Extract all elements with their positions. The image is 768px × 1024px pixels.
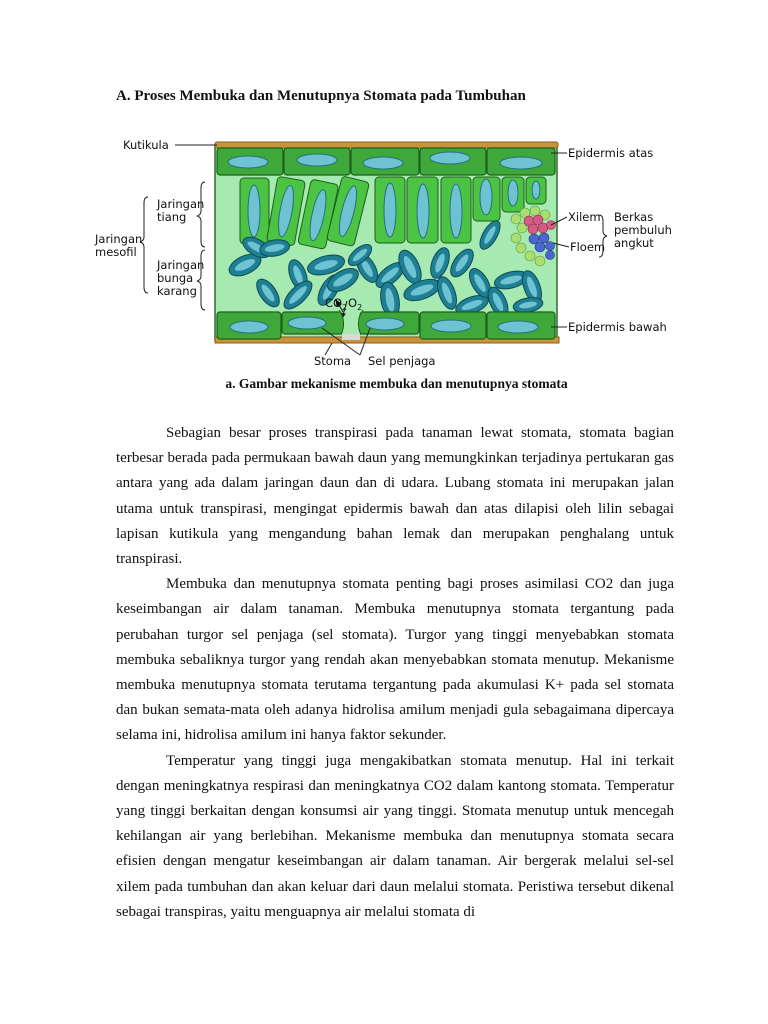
cuticle-top	[215, 142, 558, 148]
paragraph: Sebagian besar proses transpirasi pada tanaman lewat stomata, stomata bagian terbesar berada pada permukaan bawah daun yang memungkinkan terjadinya pertukaran gas antara yang ada dalam jaringan daun dan di udara. Lubang stomata ini merupakan jalan utama untuk transpirasi, mengingat epidermis bawah dan atas dilapisi oleh lilin sebagai lapisan kutikula yang mengandung bahan lemak dan merupakan penghalang untuk transpirasi.	[116, 425, 674, 568]
label-kutikula: Kutikula	[123, 138, 169, 152]
label-epidermis-bawah: Epidermis bawah	[568, 320, 667, 334]
o2-label: $O_2$	[348, 296, 363, 312]
leaf-cross-section-diagram	[85, 135, 685, 370]
label-bunga-karang-2: bunga	[157, 271, 194, 285]
label-berkas-3: angkut	[614, 236, 654, 250]
label-jaringan-tiang-1: Jaringan	[157, 197, 205, 211]
label-jaringan-mesofil-2: mesofil	[95, 245, 137, 259]
body-text	[116, 421, 674, 925]
lower-epidermis	[215, 310, 559, 343]
figure-caption: a. Gambar mekanisme membuka dan menutupnya stomata	[225, 376, 568, 391]
paragraph: Temperatur yang tinggi juga mengakibatkan stomata menutup. Hal ini terkait dengan meningkatnya respirasi dan meningkatnya CO2 dalam kantong stomata. Temperatur yang tinggi berkaitan dengan konsumsi air yang tinggi. Stomata menutup untuk mencegah kehilangan air yang berlebihan. Mekanisme membuka dan menutupnya stomata secara efisien dengan mengatur keseimbangan air dalam tanaman. Air bergerak melalui sel-sel xilem pada tumbuhan dan akan keluar dari daun melalui stomata. Peristiwa tersebut dikenal sebagai transpiras, yaitu menguapnya air melalui stomata di	[116, 752, 674, 920]
label-jaringan-tiang-2: tiang	[157, 210, 187, 224]
label-epidermis-atas: Epidermis atas	[568, 146, 654, 160]
section-heading: A. Proses Membuka dan Menutupnya Stomata pada Tumbuhan	[116, 88, 526, 104]
paragraph: Membuka dan menutupnya stomata penting bagi proses asimilasi CO2 dan juga keseimbangan air dalam tanaman. Membuka menutupnya stomata tergantung pada perubahan turgor sel penjaga (sel stomata). Turgor yang tinggi menyebabkan stomata membuka sebaliknya turgor yang rendah akan menyebabkan stomata menutup. Mekanisme membuka menutupnya stomata terutama tergantung pada akumulasi K+ pada sel stomata dan bukan semata-mata oleh adanya hidrolisa amilum menjadi gula sebagaimana dipercaya selama ini, hidrolisa amilum ini hanya faktor sekunder.	[116, 576, 674, 744]
label-floem: Floem	[570, 240, 606, 254]
label-sel-penjaga: Sel penjaga	[368, 354, 436, 368]
label-berkas-1: Berkas	[614, 210, 654, 224]
label-xilem: Xilem	[568, 210, 601, 224]
label-stoma: Stoma	[314, 354, 352, 368]
label-bunga-karang-1: Jaringan	[157, 258, 205, 272]
co2-label: $CO_2$	[325, 296, 348, 312]
label-berkas-2: pembuluh	[614, 223, 672, 237]
label-jaringan-mesofil-1: Jaringan	[95, 232, 143, 246]
upper-epidermis	[217, 148, 555, 175]
label-bunga-karang-3: karang	[157, 284, 197, 298]
